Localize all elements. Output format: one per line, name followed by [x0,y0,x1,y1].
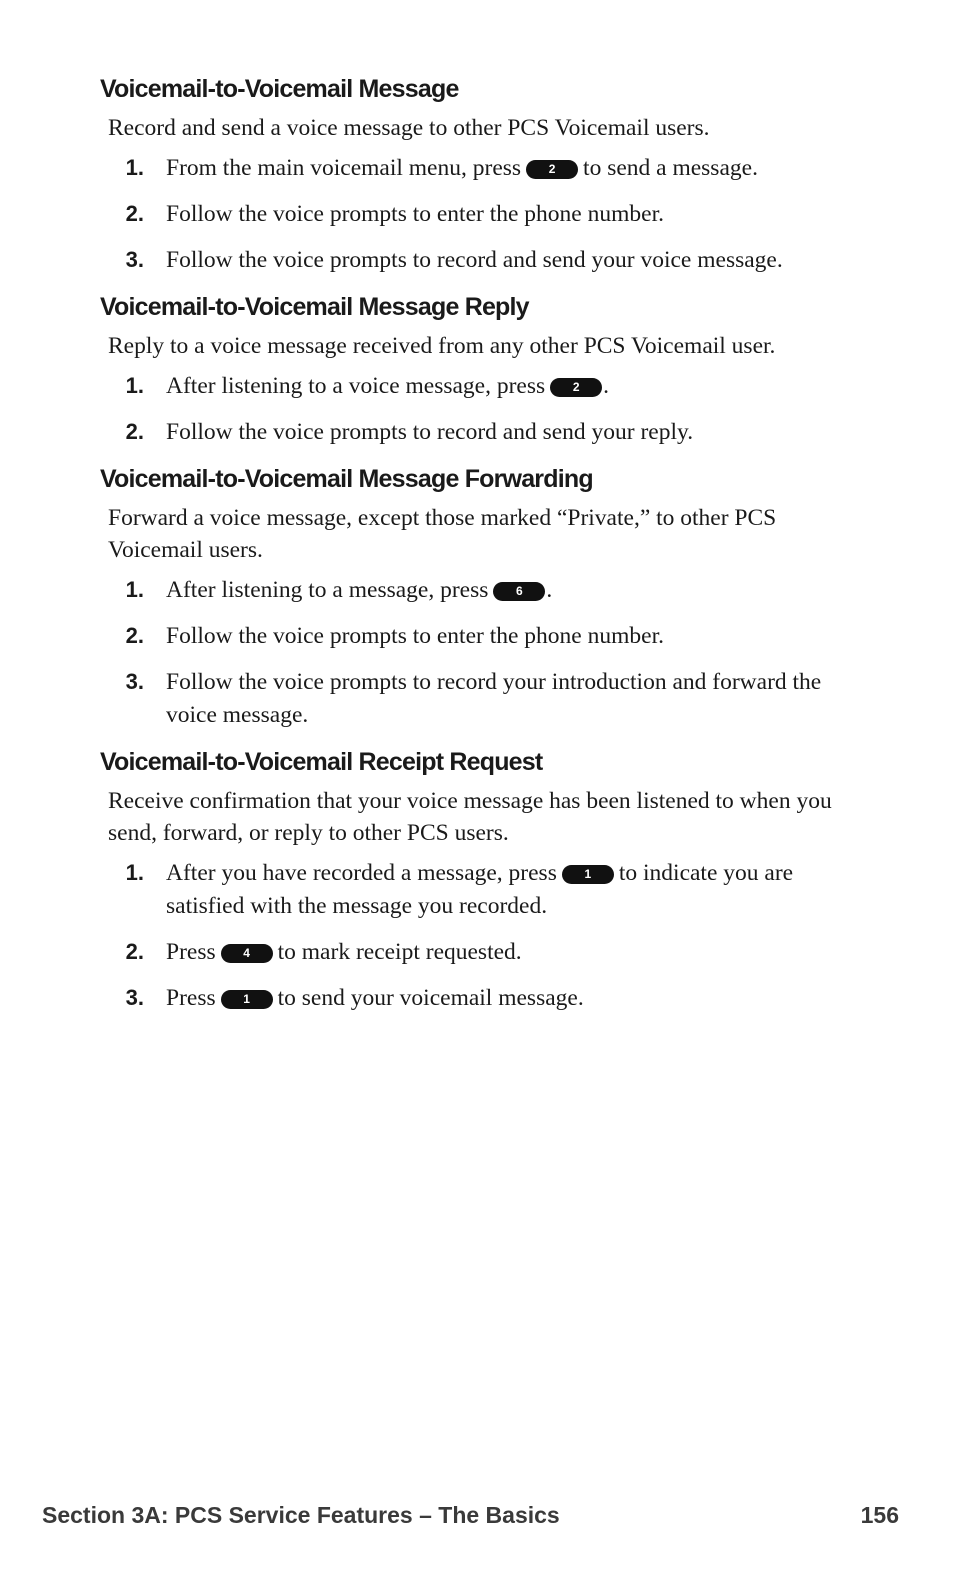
step-list [100,370,880,449]
step-item [100,198,880,231]
step-text: Follow the voice prompts to enter the phone number. [166,201,664,227]
step-item [100,244,880,277]
step-text [166,857,856,923]
step-text-after: to indicate you are satisfied with the message you recorded. [166,860,794,919]
key-1-icon: 1 [562,865,614,884]
step-item [100,982,880,1015]
section-intro: Reply to a voice message received from any other PCS Voicemail user. [108,333,776,359]
step-number: 2. [125,419,144,444]
step-text: Follow the voice prompts to record your introduction and forward the voice message. [166,669,822,728]
section-intro: Receive confirmation that your voice message has been listened to when you send, forward, or reply to other PCS users. [108,788,832,846]
step-number: 1. [125,577,144,602]
step-number: 2. [125,623,144,648]
step-text-before: Press [166,939,216,965]
section-intro: Record and send a voice message to other PCS Voicemail users. [108,115,710,141]
step-text-after: to send your voicemail message. [277,985,584,1011]
step-text [166,152,856,185]
step-text-after: to mark receipt requested. [277,939,522,965]
page-content [100,72,880,1028]
step-text [166,982,856,1015]
step-text: Follow the voice prompts to enter the phone number. [166,623,664,649]
section-message-reply [100,290,880,449]
step-text: Follow the voice prompts to record and send your voice message. [166,247,783,273]
section-heading: Voicemail-to-Voicemail Message Forwarding [100,465,593,493]
step-text [166,574,856,607]
section-heading: Voicemail-to-Voicemail Message [100,75,459,103]
step-item [100,857,880,923]
step-text-after: . [546,577,553,603]
section-heading: Voicemail-to-Voicemail Receipt Request [100,748,543,776]
step-list [100,152,880,277]
key-1-icon: 1 [221,990,273,1009]
step-number: 3. [125,985,144,1010]
step-text-after: . [603,373,610,399]
page-number: 156 [860,1502,899,1528]
page-footer [42,1502,899,1529]
section-message [100,72,880,277]
step-text: Follow the voice prompts to record and send your reply. [166,419,694,445]
step-item [100,152,880,185]
key-6-icon: 6 [493,582,545,601]
step-text-before: After listening to a message, press [166,577,489,603]
step-item [100,370,880,403]
step-number: 1. [125,373,144,398]
step-text-before: After you have recorded a message, press [166,860,557,886]
section-message-forwarding [100,462,880,732]
step-item [100,620,880,653]
key-2-icon: 2 [550,378,602,397]
key-2-icon: 2 [526,160,578,179]
step-number: 3. [125,669,144,694]
key-4-icon: 4 [221,944,273,963]
step-text-after: to send a message. [583,155,758,181]
step-text [166,936,856,969]
step-text-before: From the main voicemail menu, press [166,155,522,181]
section-receipt-request [100,745,880,1015]
step-item [100,666,880,732]
step-number: 2. [125,201,144,226]
step-list [100,574,880,732]
step-item [100,574,880,607]
step-text-before: After listening to a voice message, press [166,373,546,399]
step-list [100,857,880,1015]
step-text-before: Press [166,985,216,1011]
footer-section-label: Section 3A: PCS Service Features – The Basics [42,1502,560,1528]
step-number: 1. [125,860,144,885]
section-intro: Forward a voice message, except those marked “Private,” to other PCS Voicemail users. [108,505,777,563]
step-text [166,370,856,403]
step-number: 2. [125,939,144,964]
step-number: 3. [125,247,144,272]
step-number: 1. [125,155,144,180]
section-heading: Voicemail-to-Voicemail Message Reply [100,293,529,321]
step-item [100,416,880,449]
step-item [100,936,880,969]
